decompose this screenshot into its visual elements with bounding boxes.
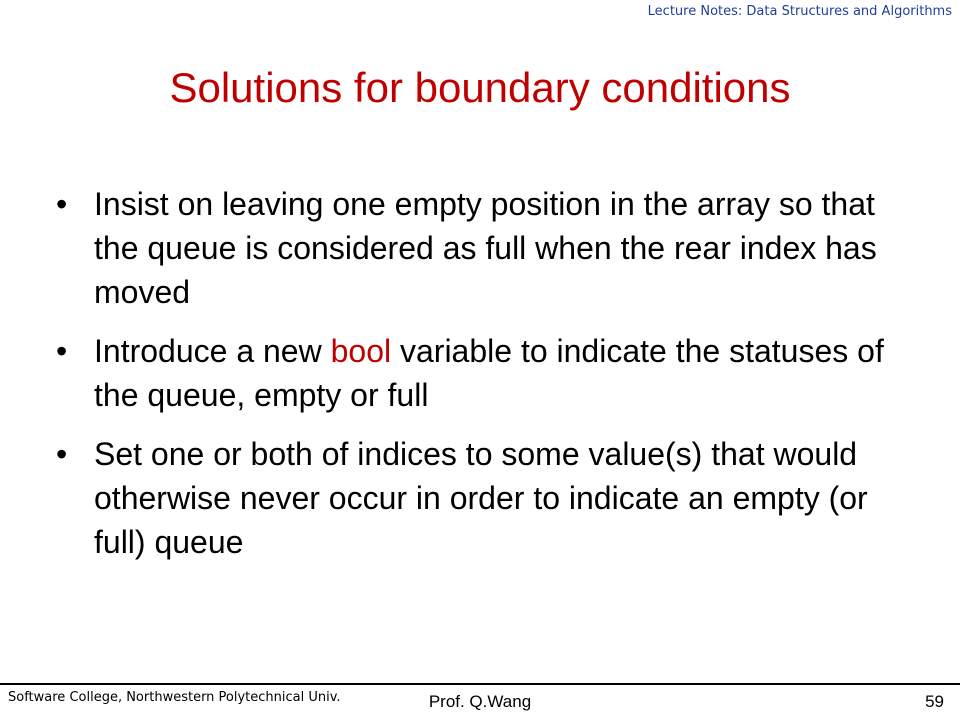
bullet-item-sentinel-indices xyxy=(56,432,926,564)
bool-keyword-highlight: bool xyxy=(330,333,392,369)
bullet-text-after: variable to indicate the statuses of the queue, empty or full xyxy=(94,333,884,413)
footer-divider xyxy=(0,683,960,685)
footer-author: Prof. Q.Wang xyxy=(428,692,532,711)
footer-institution: Software College, Northwestern Polytechnical Univ. xyxy=(8,690,341,705)
bullet-item-bool-variable xyxy=(56,329,926,417)
bullet-text-before: Introduce a new xyxy=(94,333,331,369)
bullet-item-leave-empty-position xyxy=(56,182,926,314)
bullet-text: Set one or both of indices to some value(s) that would otherwise never occur in order to indicate an empty (or full) queue xyxy=(94,436,868,560)
bullet-marker: • xyxy=(56,436,68,472)
bullet-marker: • xyxy=(56,186,68,222)
footer-page-number: 59 xyxy=(925,692,944,711)
bullet-text: Insist on leaving one empty position in the array so that the queue is considered as full when the rear index has moved xyxy=(94,186,877,310)
bullet-list xyxy=(56,182,926,579)
lecture-header-note: Lecture Notes: Data Structures and Algorithms xyxy=(647,4,952,19)
slide-title: Solutions for boundary conditions xyxy=(169,64,791,111)
bullet-marker: • xyxy=(56,333,68,369)
